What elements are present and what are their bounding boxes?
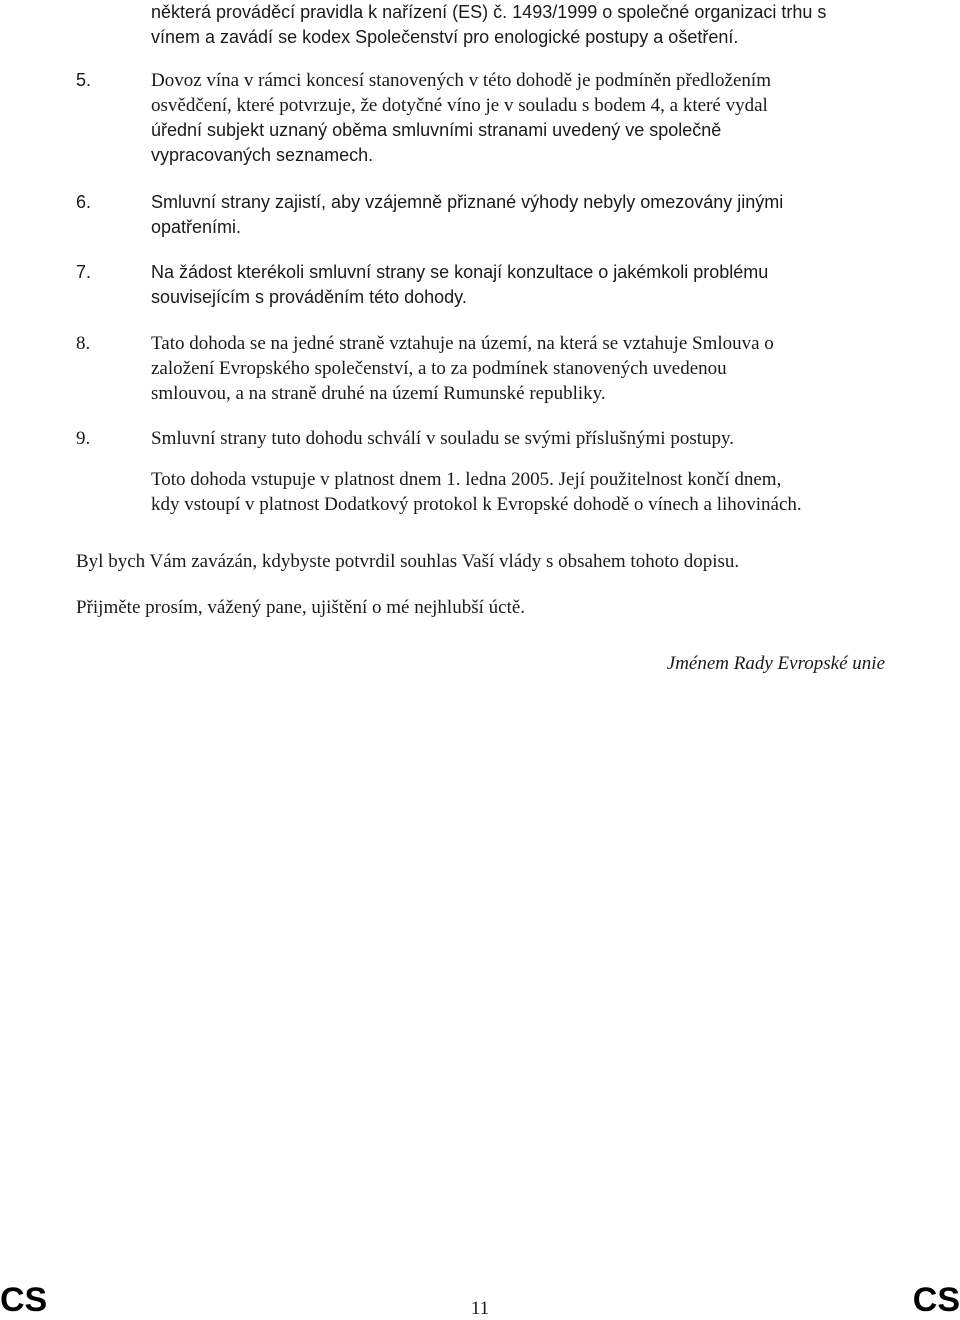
item-number-7: 7. [76, 262, 92, 282]
closing-request: Byl bych Vám zavázán, kdybyste potvrdil souhlas Vaší vlády s obsahem tohoto dopisu. [76, 551, 740, 572]
item-line: Na žádost kterékoli smluvní strany se konají konzultace o jakémkoli problému [151, 262, 769, 282]
item-line: opatřeními. [151, 217, 242, 237]
item-line: úřední subjekt uznaný oběma smluvními stranami uvedený ve společně [151, 120, 722, 140]
validity-line: kdy vstoupí v platnost Dodatkový protokol k Evropské dohodě o vínech a lihovinách. [151, 494, 802, 515]
item-text-9 [151, 426, 886, 451]
item-number-6: 6. [76, 192, 92, 212]
item-line: Dovoz vína v rámci koncesí stanovených v této dohodě je podmíněn předložením [151, 70, 771, 91]
intro-paragraph [151, 0, 886, 50]
footer-language-code-left: CS [0, 1281, 48, 1319]
validity-line: Toto dohoda vstupuje v platnost dnem 1. ledna 2005. Její použitelnost končí dnem, [151, 469, 782, 490]
item-line: vypracovaných seznamech. [151, 145, 374, 165]
item-text-5 [151, 68, 886, 168]
page-number: 11 [470, 1298, 490, 1319]
item-number-9: 9. [76, 428, 91, 449]
intro-line: vínem a zavádí se kodex Společenství pro enologické postupy a ošetření. [151, 27, 739, 47]
item-line: Smluvní strany zajistí, aby vzájemně přiznané výhody nebyly omezovány jinými [151, 192, 784, 212]
item-line: osvědčení, které potvrzuje, že dotyčné víno je v souladu s bodem 4, a které vydal [151, 95, 768, 116]
item-line: Smluvní strany tuto dohodu schválí v souladu se svými příslušnými postupy. [151, 428, 735, 449]
validity-paragraph [151, 467, 886, 517]
footer-language-code-right: CS [912, 1281, 960, 1319]
item-text-8 [151, 331, 886, 406]
item-line: smlouvou, a na straně druhé na území Rumunské republiky. [151, 383, 606, 404]
item-number-8: 8. [76, 333, 91, 354]
item-text-7 [151, 260, 886, 310]
closing-regards: Přijměte prosím, vážený pane, ujištění o mé nejhlubší úctě. [76, 597, 526, 618]
item-number-5: 5. [76, 70, 92, 90]
item-line: souvisejícím s prováděním této dohody. [151, 287, 467, 307]
intro-line: některá prováděcí pravidla k nařízení (ES) č. 1493/1999 o společné organizaci trhu s [151, 2, 827, 22]
item-line: Tato dohoda se na jedné straně vztahuje na území, na která se vztahuje Smlouva o [151, 333, 774, 354]
item-text-6 [151, 190, 886, 240]
signature-line: Jménem Rady Evropské unie [666, 653, 885, 674]
item-line: založení Evropského společenství, a to za podmínek stanovených uvedenou [151, 358, 727, 379]
